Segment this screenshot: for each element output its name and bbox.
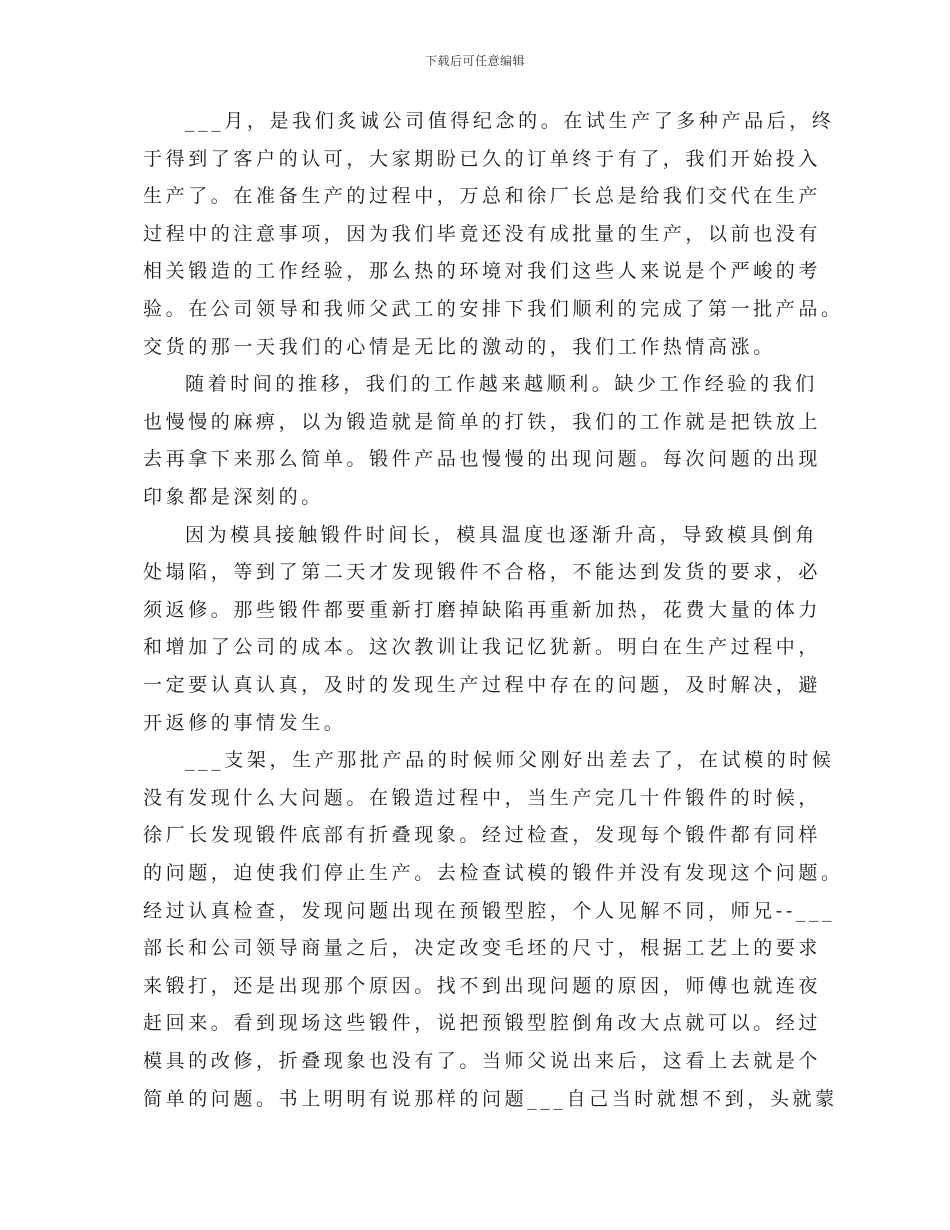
text-line: 经过认真检查，发现问题出现在预锻型腔，个人见解不同，师兄--___ <box>143 899 836 922</box>
text-line: 处塌陷，等到了第二天才发现锻件不合格，不能达到发货的要求，必 <box>143 561 822 584</box>
text-line: 生产了。在准备生产的过程中，万总和徐厂长总是给我们交代在生产 <box>143 185 822 208</box>
paragraph-first-line: ___月，是我们炙诚公司值得纪念的。在试生产了多种产品后，终 <box>185 110 835 132</box>
text-line: 开返修的事情发生。 <box>143 711 347 734</box>
text-line: 须返修。那些锻件都要重新打磨掉缺陷再重新加热，花费大量的体力 <box>143 598 822 621</box>
text-line: 没有发现什么大问题。在锻造过程中，当生产完几十件锻件的时候， <box>143 786 822 809</box>
text-line: 过程中的注意事项，因为我们毕竟还没有成批量的生产，以前也没有 <box>143 222 822 245</box>
text-line: 验。在公司领导和我师父武工的安排下我们顺利的完成了第一批产品。 <box>143 298 844 320</box>
paragraph-first-line: 因为模具接触锻件时间长，模具温度也逐渐升高，导致模具倒角 <box>185 523 818 546</box>
text-line: 赶回来。看到现场这些锻件，说把预锻型腔倒角改大点就可以。经过 <box>143 1012 822 1035</box>
text-line: 印象都是深刻的。 <box>143 486 324 508</box>
text-line: 来锻打，还是出现那个原因。找不到出现问题的原因，师傅也就连夜 <box>143 974 822 997</box>
text-line: 去再拿下来那么简单。锻件产品也慢慢的出现问题。每次问题的出现 <box>143 448 822 471</box>
text-line: 交货的那一天我们的心情是无比的激动的，我们工作热情高涨。 <box>143 335 776 358</box>
text-line: 也慢慢的麻痹，以为锻造就是简单的打铁，我们的工作就是把铁放上 <box>143 410 822 433</box>
page-header: 下载后可任意编辑 <box>424 54 525 68</box>
paragraph-first-line: 随着时间的推移，我们的工作越来越顺利。缺少工作经验的我们 <box>185 373 818 396</box>
text-line: 徐厂长发现锻件底部有折叠现象。经过检查，发现每个锻件都有同样 <box>143 824 822 847</box>
text-line: 相关锻造的工作经验，那么热的环境对我们这些人来说是个严峻的考 <box>143 260 822 283</box>
paragraph-first-line: ___支架，生产那批产品的时候师父刚好出差去了，在试模的时候 <box>185 749 835 772</box>
text-line: 部长和公司领导商量之后，决定改变毛坯的尺寸，根据工艺上的要求 <box>143 937 822 960</box>
text-line: 模具的改修，折叠现象也没有了。当师父说出来后，这看上去就是个 <box>143 1050 822 1072</box>
text-line: 简单的问题。书上明明有说那样的问题___自己当时就想不到，头就蒙 <box>143 1087 838 1110</box>
text-line: 一定要认真认真，及时的发现生产过程中存在的问题，及时解决，避 <box>143 674 822 696</box>
text-line: 的问题，迫使我们停止生产。去检查试模的锻件并没有发现这个问题。 <box>143 862 844 884</box>
text-line: 和增加了公司的成本。这次教训让我记忆犹新。明白在生产过程中， <box>143 636 822 659</box>
text-line: 于得到了客户的认可，大家期盼已久的订单终于有了，我们开始投入 <box>143 147 822 170</box>
